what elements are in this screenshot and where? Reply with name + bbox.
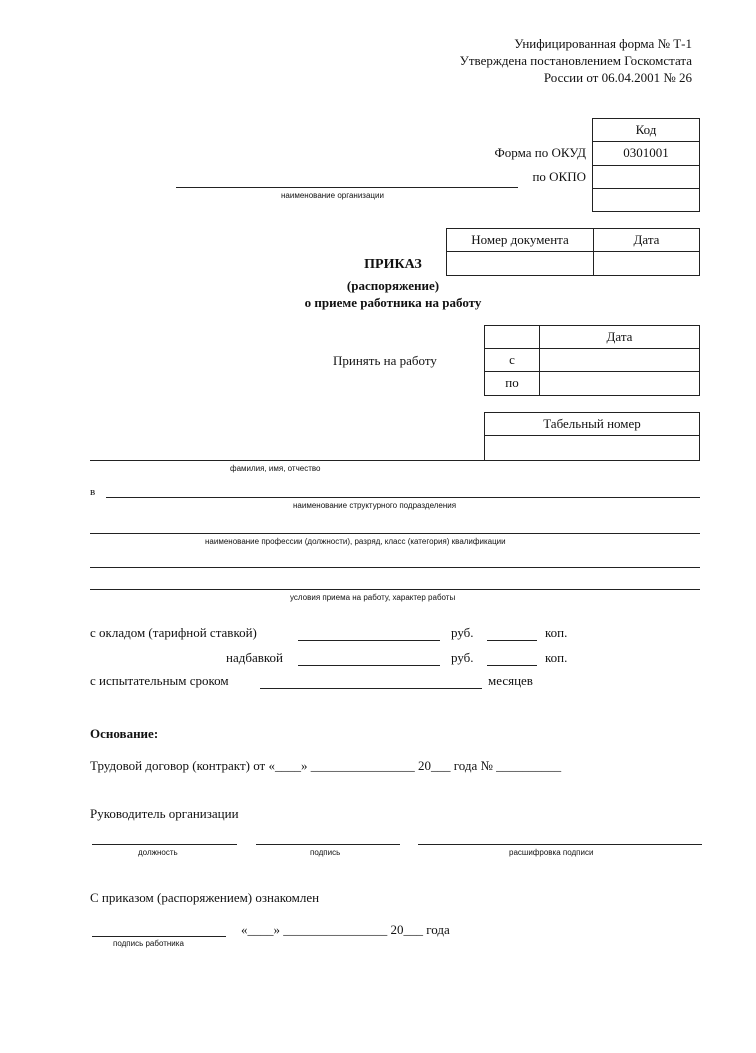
code-header-cell — [592, 118, 700, 142]
conditions-line-1[interactable] — [90, 567, 700, 568]
tab-number-header — [484, 412, 700, 436]
head-position-caption: должность — [138, 848, 178, 857]
code-header: Код — [635, 122, 657, 137]
ack-date-line[interactable]: «____» ________________ 20___ года — [241, 922, 450, 937]
okpo-label: по ОКПО — [532, 169, 586, 184]
bonus-label: надбавкой — [226, 650, 283, 665]
okud-value: 0301001 — [623, 145, 669, 160]
probation-months: месяцев — [488, 673, 533, 688]
dept-caption: наименование структурного подразделения — [293, 501, 457, 510]
head-decode-caption: расшифровка подписи — [509, 848, 594, 857]
profession-caption: наименование профессии (должности), разряд, класс (категория) квалификации — [205, 537, 506, 546]
salary-label: с окладом (тарифной ставкой) — [90, 625, 257, 640]
head-signature-line[interactable] — [256, 844, 400, 845]
salary-rub-label: руб. — [451, 625, 474, 640]
form-header-line2: Утверждена постановлением Госкомстата — [459, 53, 692, 68]
doc-date-header-text: Дата — [633, 232, 660, 247]
conditions-line-2[interactable] — [90, 589, 700, 590]
hire-date-header — [539, 325, 700, 349]
salary-kop-field[interactable] — [487, 640, 537, 641]
doc-date-field[interactable] — [593, 251, 700, 276]
dept-line[interactable] — [106, 497, 700, 498]
hire-from-date[interactable] — [539, 348, 700, 372]
head-decode-line[interactable] — [418, 844, 702, 845]
hire-blank-header — [484, 325, 540, 349]
head-signature-caption: подпись — [310, 848, 341, 857]
probation-field[interactable] — [260, 688, 482, 689]
title-rasporyazhenie: (распоряжение) — [346, 278, 440, 293]
okpo-value-cell[interactable] — [592, 165, 700, 189]
conditions-caption: условия приема на работу, характер работы — [290, 593, 456, 602]
worker-signature-caption: подпись работника — [113, 939, 184, 948]
contract-line[interactable]: Трудовой договор (контракт) от «____» ________________ 20___ года № __________ — [90, 758, 562, 773]
hire-from-text: с — [509, 352, 515, 367]
okud-value-cell[interactable] — [592, 141, 700, 166]
bonus-kop-field[interactable] — [487, 665, 537, 666]
form-header-line3: России от 06.04.2001 № 26 — [543, 70, 692, 85]
salary-rub-field[interactable] — [298, 640, 440, 641]
profession-line[interactable] — [90, 533, 700, 534]
doc-date-header — [593, 228, 700, 252]
hire-to-date[interactable] — [539, 371, 700, 396]
salary-kop-label: коп. — [545, 625, 568, 640]
extra-code-cell[interactable] — [592, 188, 700, 212]
probation-label: с испытательным сроком — [90, 673, 229, 688]
hire-date-header-text: Дата — [606, 329, 633, 344]
ack-title: С приказом (распоряжением) ознакомлен — [90, 890, 320, 905]
hire-to-text: по — [505, 375, 519, 390]
head-title: Руководитель организации — [90, 806, 239, 821]
hire-to-label — [484, 371, 540, 396]
tab-number-field[interactable] — [484, 435, 700, 461]
bonus-rub-field[interactable] — [298, 665, 440, 666]
fio-line[interactable] — [90, 460, 484, 461]
bonus-rub-label: руб. — [451, 650, 474, 665]
hire-from-label — [484, 348, 540, 372]
title-prikaz: ПРИКАЗ — [364, 257, 422, 272]
form-header-line1: Унифицированная форма № Т-1 — [514, 36, 692, 51]
org-name-line[interactable] — [176, 187, 518, 188]
org-name-caption: наименование организации — [281, 191, 384, 200]
tab-number-header-text: Табельный номер — [543, 416, 641, 431]
worker-signature-line[interactable] — [92, 936, 226, 937]
head-position-line[interactable] — [92, 844, 237, 845]
fio-caption: фамилия, имя, отчество — [230, 464, 321, 473]
title-subject: о приеме работника на работу — [304, 295, 482, 310]
in-prefix: в — [90, 486, 96, 498]
basis-title: Основание: — [90, 726, 159, 741]
hire-label: Принять на работу — [333, 353, 437, 368]
doc-number-header-text: Номер документа — [471, 232, 569, 247]
doc-number-field[interactable] — [446, 251, 594, 276]
doc-number-header — [446, 228, 594, 252]
bonus-kop-label: коп. — [545, 650, 568, 665]
okud-label: Форма по ОКУД — [494, 145, 586, 160]
